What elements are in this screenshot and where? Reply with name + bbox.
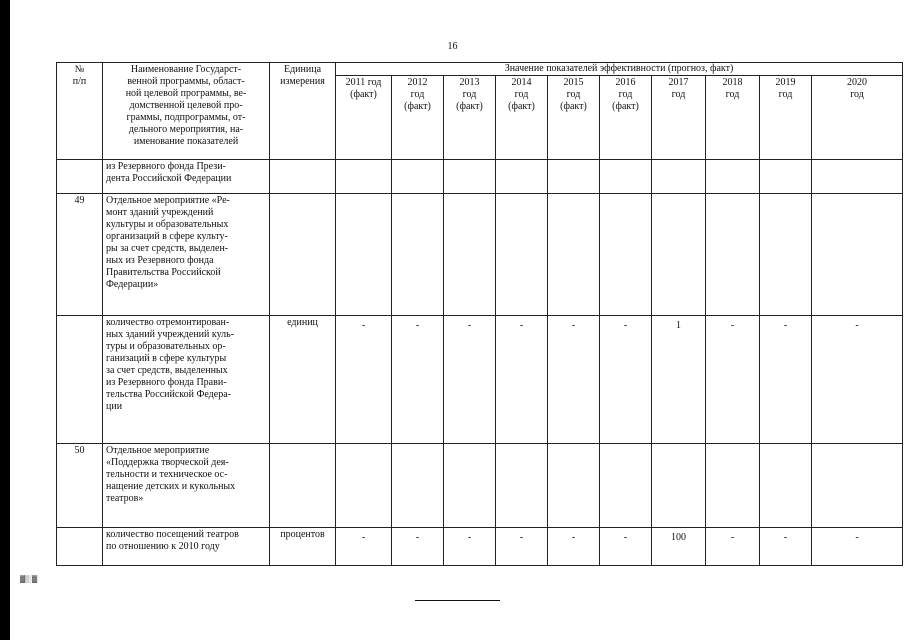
row-name: количество отремонтирован- ных зданий учреждений куль- туры и образовательных ор- ганизаций в сфере культуры за счет средств, выделенных из Резервного фонда Прави- тельства Российской Федера- ции <box>103 316 270 444</box>
row-value <box>496 194 548 316</box>
row-unit: единиц <box>270 316 336 444</box>
header-year: 2020 год <box>812 76 903 160</box>
row-number <box>57 160 103 194</box>
row-name: количество посещений театров по отношению к 2010 году <box>103 528 270 566</box>
indicators-table <box>56 62 903 566</box>
row-value <box>392 160 444 194</box>
header-year: 2018 год <box>706 76 760 160</box>
row-value: - <box>392 316 444 444</box>
row-value <box>548 444 600 528</box>
row-value <box>392 194 444 316</box>
row-value: - <box>812 316 903 444</box>
row-value <box>812 444 903 528</box>
row-value: - <box>600 316 652 444</box>
row-value <box>760 160 812 194</box>
row-value: - <box>548 528 600 566</box>
table-row <box>57 528 903 566</box>
row-value <box>706 444 760 528</box>
row-value <box>760 444 812 528</box>
row-value: - <box>336 528 392 566</box>
row-value <box>392 444 444 528</box>
header-year: 2016 год (факт) <box>600 76 652 160</box>
footer-rule <box>415 600 500 601</box>
row-value <box>548 194 600 316</box>
row-value <box>652 194 706 316</box>
row-unit: процентов <box>270 528 336 566</box>
row-value: - <box>444 316 496 444</box>
scan-edge <box>0 0 10 640</box>
header-year: 2014 год (факт) <box>496 76 548 160</box>
row-value <box>600 160 652 194</box>
row-value: - <box>548 316 600 444</box>
row-value: - <box>706 528 760 566</box>
row-value: - <box>392 528 444 566</box>
header-year: 2017 год <box>652 76 706 160</box>
row-value <box>336 160 392 194</box>
row-value: - <box>496 528 548 566</box>
row-name: Отдельное мероприятие «Поддержка творческой дея- тельности и техническое ос- нащение детских и кукольных театров» <box>103 444 270 528</box>
header-num: № п/п <box>57 63 103 160</box>
row-value <box>600 444 652 528</box>
row-value: - <box>496 316 548 444</box>
row-value <box>496 444 548 528</box>
header-year: 2019 год <box>760 76 812 160</box>
row-value <box>444 160 496 194</box>
row-value <box>760 194 812 316</box>
row-value <box>812 194 903 316</box>
row-value <box>336 194 392 316</box>
row-value <box>444 194 496 316</box>
header-year: 2015 год (факт) <box>548 76 600 160</box>
row-number <box>57 528 103 566</box>
header-values-group: Значение показателей эффективности (прогноз, факт) <box>336 63 903 76</box>
row-value: - <box>760 316 812 444</box>
table-row <box>57 160 903 194</box>
page-number: 16 <box>447 41 458 52</box>
header-name: Наименование Государст- венной программы, област- ной целевой программы, ве- домственной целевой про- граммы, подпрограммы, от- дельного мероприятия, на- именование показателей <box>103 63 270 160</box>
row-value: - <box>760 528 812 566</box>
row-value: 100 <box>652 528 706 566</box>
row-value <box>812 160 903 194</box>
row-number: 50 <box>57 444 103 528</box>
row-value: - <box>336 316 392 444</box>
row-number <box>57 316 103 444</box>
header-year: 2012 год (факт) <box>392 76 444 160</box>
row-value <box>600 194 652 316</box>
row-value: - <box>706 316 760 444</box>
table-row <box>57 194 903 316</box>
row-value <box>496 160 548 194</box>
header-year: 2011 год (факт) <box>336 76 392 160</box>
row-unit <box>270 160 336 194</box>
row-value <box>706 194 760 316</box>
scan-mark: ▓▒░▓ <box>20 575 37 583</box>
table-row <box>57 444 903 528</box>
row-value <box>706 160 760 194</box>
row-name: из Резервного фонда Прези- дента Российской Федерации <box>103 160 270 194</box>
row-value: 1 <box>652 316 706 444</box>
row-number: 49 <box>57 194 103 316</box>
table-row <box>57 316 903 444</box>
row-value: - <box>812 528 903 566</box>
row-unit <box>270 194 336 316</box>
row-value: - <box>600 528 652 566</box>
row-value <box>548 160 600 194</box>
header-unit: Единица измерения <box>270 63 336 160</box>
row-name: Отдельное мероприятие «Ре- монт зданий учреждений культуры и образовательных организаций в сфере культу- ры за счет средств, выделен- ных из Резервного фонда Правительства Российской Федерации» <box>103 194 270 316</box>
row-value <box>652 160 706 194</box>
row-value <box>336 444 392 528</box>
row-value <box>444 444 496 528</box>
header-year: 2013 год (факт) <box>444 76 496 160</box>
row-value <box>652 444 706 528</box>
row-unit <box>270 444 336 528</box>
row-value: - <box>444 528 496 566</box>
